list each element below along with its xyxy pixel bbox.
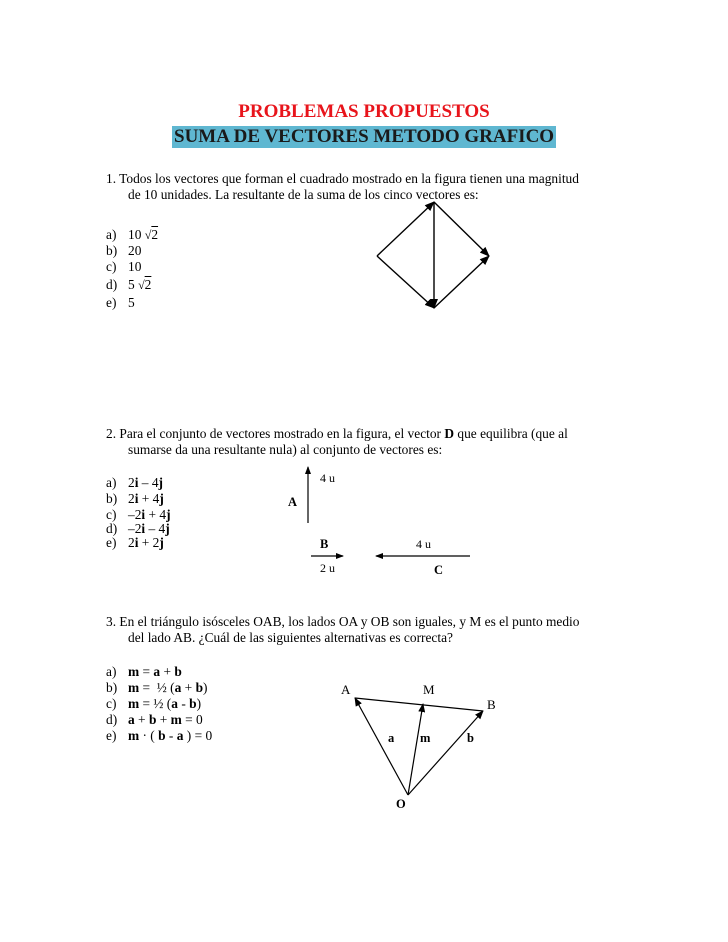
vector-c-label: C xyxy=(434,563,444,577)
problem-1-option-d: d) 5 √2 xyxy=(106,277,152,292)
vector-c-length: 4 u xyxy=(416,537,431,551)
problem-2-line-1: 2. Para el conjunto de vectores mostrado en la figura, el vector D que equilibra (que al xyxy=(106,426,568,441)
problem-3-option-c: c) m = ½ (a - b) xyxy=(106,696,202,711)
problem-1-option-e: e) 5 xyxy=(106,295,135,310)
vector-a-label: A xyxy=(288,495,298,509)
problem-3-option-d: d) a + b + m = 0 xyxy=(106,712,203,727)
vector-a-length: 4 u xyxy=(320,471,335,485)
problem-2-option-e: e) 2i + 2j xyxy=(106,535,164,550)
triangle-vertex-a: A xyxy=(341,682,351,697)
triangle-vertex-o: O xyxy=(396,797,406,811)
vector-b-length: 2 u xyxy=(320,561,335,575)
problem-1-option-a: a) 10 √2 xyxy=(106,227,159,242)
problem-2-option-d: d) –2i – 4j xyxy=(106,521,170,536)
problem-3-line-1: 3. En el triángulo isósceles OAB, los lados OA y OB son iguales, y M es el punto medio xyxy=(106,614,580,629)
problem-2-option-a: a) 2i – 4j xyxy=(106,475,163,490)
problem-1-option-b: b) 20 xyxy=(106,243,142,258)
problem-3-option-e: e) m · ( b - a ) = 0 xyxy=(106,728,213,743)
page-subtitle: SUMA DE VECTORES METODO GRAFICO xyxy=(174,126,555,147)
problem-3-option-a: a) m = a + b xyxy=(106,664,182,679)
vector-a-name: a xyxy=(388,731,395,745)
problem-1-line-1: 1. Todos los vectores que forman el cuadrado mostrado en la figura tienen una magnitud xyxy=(106,171,579,186)
triangle-midpoint-m: M xyxy=(423,682,435,697)
problem-2-option-b: b) 2i + 4j xyxy=(106,491,164,506)
page-title: PROBLEMAS PROPUESTOS xyxy=(238,101,490,122)
problem-1-option-c: c) 10 xyxy=(106,259,142,274)
vector-a-line xyxy=(355,698,408,795)
problem-3-option-b: b) m = ½ (a + b) xyxy=(106,680,208,695)
vector-b-label: B xyxy=(320,537,329,551)
problem-3-line-2: del lado AB. ¿Cuál de las siguientes alternativas es correcta? xyxy=(128,630,453,645)
problem-2-option-c: c) –2i + 4j xyxy=(106,507,171,522)
triangle-vertex-b: B xyxy=(487,697,496,712)
vector-b-name: b xyxy=(467,731,474,745)
triangle-side-ab xyxy=(355,698,483,711)
problem-2-line-2: sumarse da una resultante nula) al conjunto de vectores es: xyxy=(128,442,443,457)
problem-1-line-2: de 10 unidades. La resultante de la suma de los cinco vectores es: xyxy=(128,187,479,202)
vector-m-name: m xyxy=(420,731,431,745)
